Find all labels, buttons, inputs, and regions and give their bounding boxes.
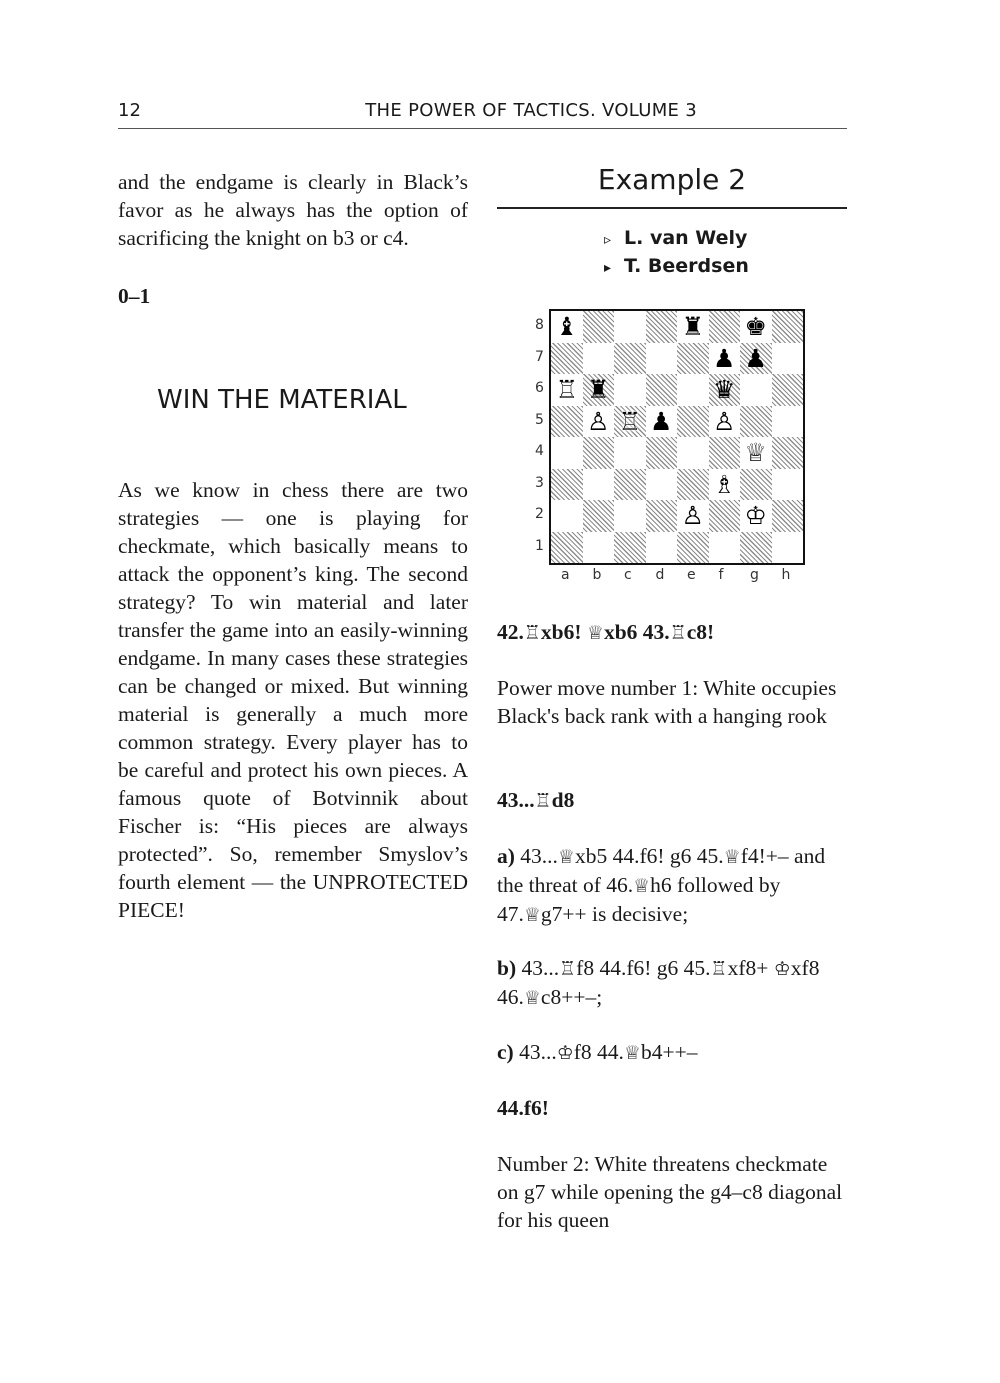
square-f2 [709, 500, 741, 532]
white-pawn-icon: ♙ [681, 501, 704, 530]
rank-label: 1 [535, 537, 544, 554]
variation-a: a) 43...♕xb5 44.f6! g6 45.♕f4!+– and the threat of 46.♕h6 followed by 47.♕g7++ is decisive; [497, 844, 826, 926]
square-e7 [677, 343, 709, 375]
white-queen-icon: ♕ [586, 622, 604, 644]
variation-c: c) 43...♔f8 44.♕b4++– [497, 1040, 698, 1064]
black-rook-icon: ♜ [681, 312, 704, 341]
move-44: 44.f6! [497, 1096, 549, 1120]
white-rook-icon: ♖ [669, 622, 687, 644]
white-rook-icon: ♖ [555, 375, 578, 404]
black-player-marker-icon: ▸ [604, 260, 612, 276]
square-b3 [583, 469, 615, 501]
file-label: f [718, 567, 724, 583]
white-player [604, 227, 747, 249]
main-line-44 [497, 1094, 847, 1122]
square-g3 [740, 469, 772, 501]
file-label: a [561, 567, 570, 583]
running-title: THE POWER OF TACTICS. VOLUME 3 [365, 100, 697, 121]
continuation-paragraph: and the endgame is clearly in Black’s favor as he always has the option of sacrificing the knight on b3 or c4. [118, 170, 468, 250]
comment-2: Number 2: White threatens checkmate on g7 while opening the g4–c8 diagonal for his queen [497, 1152, 843, 1232]
white-rook-icon: ♖ [710, 958, 728, 980]
body-paragraph: As we know in chess there are two strategies — one is playing for checkmate, which basically means to attack the opponent’s king. The second strategy? To win material and later transfer the game into an easily-winning endgame. In many cases these strategies can be changed or mixed. But winning material is generally a much more common strategy. Every player has to be careful and protect his own pieces. A famous quote of Botvinnik about Fischer is: “His pieces are always protected”. So, remember Smyslov’s fourth element — the UNPROTECTED PIECE! [118, 478, 468, 922]
running-header [118, 98, 847, 129]
file-label: d [655, 567, 665, 583]
square-b1 [583, 532, 615, 564]
square-e3 [677, 469, 709, 501]
white-queen-icon: ♕ [623, 1042, 641, 1064]
square-h6 [772, 374, 804, 406]
square-d6 [646, 374, 678, 406]
white-player-name: L. van Wely [624, 227, 748, 249]
file-label: c [624, 567, 632, 583]
square-b8 [583, 311, 615, 343]
section-heading-block [157, 385, 507, 415]
variation-b: b) 43...♖f8 44.f6! g6 45.♖xf8+ ♔xf8 46.♕c8++–; [497, 956, 820, 1009]
rank-label: 8 [535, 317, 544, 333]
square-a2 [551, 500, 583, 532]
white-king-icon: ♔ [556, 1042, 574, 1064]
square-g5 [740, 406, 772, 438]
example-title: Example 2 [597, 163, 747, 196]
square-e6 [677, 374, 709, 406]
square-b2 [583, 500, 615, 532]
white-pawn-icon: ♙ [713, 406, 736, 436]
game-result: 0–1 [118, 284, 151, 308]
white-king-icon: ♔ [773, 958, 791, 980]
square-c1 [614, 532, 646, 564]
square-d2 [646, 500, 678, 532]
white-pawn-icon: ♙ [587, 406, 610, 436]
white-to-move-marker-icon: ▹ [604, 232, 612, 248]
chess-diagram [549, 309, 805, 565]
file-label: e [687, 567, 696, 583]
rank-label: 4 [535, 443, 544, 459]
black-player-name: T. Beerdsen [624, 255, 749, 277]
square-d8 [646, 311, 678, 343]
white-bishop-icon: ♗ [713, 469, 736, 499]
square-h1 [772, 532, 804, 564]
square-g6 [740, 374, 772, 406]
square-e5 [677, 406, 709, 438]
main-line-42: 42.♖xb6! ♕xb6 43.♖c8! [497, 620, 715, 644]
square-f1 [709, 532, 741, 564]
square-g1 [740, 532, 772, 564]
left-column-continuation [118, 168, 468, 252]
square-c3 [614, 469, 646, 501]
white-queen-icon: ♕ [723, 846, 741, 868]
square-a5 [551, 406, 583, 438]
square-h3 [772, 469, 804, 501]
comment-2-block [497, 1150, 847, 1234]
square-c2 [614, 500, 646, 532]
square-d7 [646, 343, 678, 375]
white-rook-icon: ♖ [559, 958, 577, 980]
square-b4 [583, 437, 615, 469]
square-h5 [772, 406, 804, 438]
white-queen-icon: ♕ [523, 987, 541, 1009]
square-h2 [772, 500, 804, 532]
main-line-43: 43...♖d8 [497, 788, 575, 812]
square-a1 [551, 532, 583, 564]
black-rook-icon: ♜ [587, 375, 610, 404]
square-b7 [583, 343, 615, 375]
square-a7 [551, 343, 583, 375]
left-column-body [118, 476, 468, 924]
square-e1 [677, 532, 709, 564]
square-c8 [614, 311, 646, 343]
comment-1: Power move number 1: White occupies Black's back rank with a hanging rook [497, 676, 837, 728]
page-number: 12 [118, 100, 141, 121]
white-queen-icon: ♕ [744, 438, 767, 467]
comment-1-block [497, 674, 847, 730]
square-e4 [677, 437, 709, 469]
square-c4 [614, 437, 646, 469]
section-heading: WIN THE MATERIAL [157, 385, 407, 415]
rank-label: 3 [535, 474, 544, 491]
black-pawn-icon: ♟ [744, 343, 767, 373]
game-result-block [118, 282, 468, 310]
white-rook-icon: ♖ [523, 622, 541, 644]
square-h4 [772, 437, 804, 469]
white-king-icon: ♔ [744, 501, 767, 530]
file-label: b [592, 567, 602, 583]
white-rook-icon: ♖ [534, 790, 552, 812]
square-a3 [551, 469, 583, 501]
rank-label: 6 [535, 380, 544, 396]
white-queen-icon: ♕ [557, 846, 575, 868]
file-label: g [750, 567, 759, 583]
square-d1 [646, 532, 678, 564]
square-c6 [614, 374, 646, 406]
black-player [604, 255, 749, 277]
white-queen-icon: ♕ [523, 904, 541, 926]
white-rook-icon: ♖ [618, 406, 641, 436]
rank-label: 5 [535, 411, 544, 428]
square-d4 [646, 437, 678, 469]
square-a4 [551, 437, 583, 469]
black-queen-icon: ♛ [713, 375, 736, 404]
file-label: h [781, 567, 791, 583]
square-d3 [646, 469, 678, 501]
black-bishop-icon: ♝ [555, 312, 578, 341]
example-title-rule [497, 207, 847, 209]
square-h7 [772, 343, 804, 375]
square-c7 [614, 343, 646, 375]
square-f4 [709, 437, 741, 469]
white-queen-icon: ♕ [633, 875, 651, 897]
square-h8 [772, 311, 804, 343]
black-pawn-icon: ♟ [650, 406, 673, 436]
square-f8 [709, 311, 741, 343]
black-pawn-icon: ♟ [713, 343, 736, 373]
black-king-icon: ♚ [744, 312, 767, 341]
rank-label: 7 [535, 348, 544, 365]
rank-label: 2 [535, 506, 544, 522]
